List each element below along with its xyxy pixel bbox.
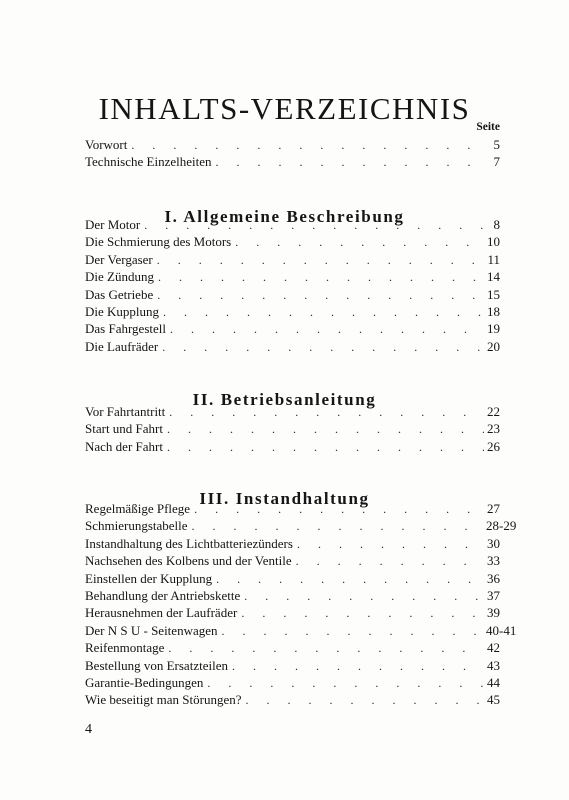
leader-dots — [216, 571, 484, 588]
leader-dots — [232, 658, 484, 675]
leader-dots — [296, 553, 484, 570]
leader-dots — [246, 692, 484, 709]
leader-dots — [131, 137, 484, 154]
toc-entry — [85, 403, 500, 420]
toc-entry-label: Vorwort — [85, 137, 128, 152]
toc-entry-page: 15 — [487, 286, 500, 302]
toc-entry-page: 5 — [493, 137, 500, 152]
leader-dots — [235, 234, 484, 251]
toc-entry-label: Bestellung von Ersatzteilen — [85, 657, 228, 673]
leader-dots — [244, 588, 484, 605]
section-list-3 — [85, 500, 517, 709]
toc-entry-page: 20 — [487, 338, 500, 354]
toc-entry-label: Die Kupplung — [85, 303, 160, 319]
toc-entry — [85, 570, 500, 587]
leader-dots — [158, 269, 484, 286]
leader-dots — [162, 339, 484, 356]
toc-entry-page: 28-29 — [486, 518, 517, 534]
leader-dots — [216, 154, 484, 171]
section-heading-3: III. Instandhaltung — [199, 489, 370, 509]
toc-entry — [85, 303, 500, 320]
toc-entry — [85, 622, 517, 639]
toc-entry-label: Die Laufräder — [85, 338, 159, 354]
toc-entry-label: Vor Fahrtantritt — [85, 404, 166, 419]
toc-entry-page: 10 — [487, 234, 500, 250]
toc-entry-label: Behandlung der Antriebskette — [85, 587, 241, 603]
toc-entry-label: Start und Fahrt — [85, 421, 163, 437]
toc-entry — [85, 420, 500, 437]
page-column-label: Seite — [476, 121, 500, 133]
leader-dots — [194, 501, 484, 518]
leader-dots — [169, 404, 484, 421]
section-list-1 — [85, 216, 500, 355]
toc-entry-page: 18 — [487, 303, 500, 319]
toc-entry — [85, 438, 500, 455]
toc-entry — [85, 657, 500, 674]
intro-list — [85, 136, 500, 171]
toc-entry-label: Herausnehmen der Laufräder — [85, 605, 238, 621]
toc-entry-page: 37 — [487, 587, 500, 603]
section-heading-1: I. Allgemeine Beschreibung — [164, 207, 405, 227]
toc-entry — [85, 338, 500, 355]
toc-entry — [85, 251, 500, 268]
toc-entry — [85, 233, 500, 250]
toc-entry-page: 7 — [493, 154, 500, 170]
leader-dots — [144, 217, 484, 234]
toc-entry-label: Wie beseitigt man Störungen? — [85, 692, 242, 708]
leader-dots — [297, 536, 484, 553]
toc-entry-page: 45 — [487, 692, 500, 708]
leader-dots — [207, 675, 484, 692]
toc-entry-label: Der Motor — [85, 217, 141, 232]
toc-entry-page: 40-41 — [486, 622, 517, 638]
toc-entry-page: 42 — [487, 640, 500, 656]
toc-entry-page: 43 — [487, 657, 500, 673]
toc-entry-page: 44 — [487, 674, 500, 690]
toc-entry — [85, 320, 500, 337]
toc-entry-page: 39 — [487, 605, 500, 621]
toc-entry — [85, 587, 500, 604]
toc-entry-label: Einstellen der Kupplung — [85, 570, 213, 586]
toc-entry — [85, 674, 500, 691]
toc-entry-label: Schmierungstabelle — [85, 518, 188, 534]
toc-entry-page: 36 — [487, 570, 500, 586]
toc-entry-page: 30 — [487, 535, 500, 551]
toc-entry — [85, 691, 500, 708]
leader-dots — [241, 605, 484, 622]
toc-entry-label: Der N S U - Seitenwagen — [85, 622, 218, 638]
toc-entry-page: 26 — [487, 438, 500, 454]
toc-entry — [85, 517, 517, 534]
toc-entry — [85, 535, 500, 552]
toc-entry-label: Das Fahrgestell — [85, 321, 166, 337]
toc-entry-label: Der Vergaser — [85, 251, 153, 267]
toc-entry — [85, 639, 500, 656]
toc-entry-label: Das Getriebe — [85, 286, 154, 302]
toc-entry-page: 22 — [487, 404, 500, 419]
toc-entry-page: 27 — [487, 501, 500, 516]
toc-entry-page: 19 — [487, 321, 500, 337]
toc-entry — [85, 153, 500, 170]
toc-entry-label: Instandhaltung des Lichtbatteriezünders — [85, 535, 293, 551]
leader-dots — [192, 518, 484, 535]
toc-entry-label: Die Zündung — [85, 269, 154, 285]
toc-entry-label: Regelmäßige Pflege — [85, 501, 191, 516]
toc-entry — [85, 604, 500, 621]
toc-entry-page: 33 — [487, 553, 500, 569]
toc-entry-page: 8 — [493, 217, 500, 232]
leader-dots — [222, 623, 485, 640]
toc-entry — [85, 500, 500, 517]
leader-dots — [167, 421, 484, 438]
toc-entry — [85, 136, 500, 153]
toc-entry-label: Technische Einzelheiten — [85, 154, 212, 170]
section-heading-2: II. Betriebsanleitung — [192, 390, 377, 410]
page-title: INHALTS-VERZEICHNIS — [98, 90, 471, 126]
leader-dots — [157, 287, 484, 304]
toc-entry — [85, 552, 500, 569]
toc-entry — [85, 286, 500, 303]
toc-entry — [85, 216, 500, 233]
toc-entry-label: Die Schmierung des Motors — [85, 234, 232, 250]
toc-entry-label: Nachsehen des Kolbens und der Ventile — [85, 553, 292, 569]
leader-dots — [167, 439, 484, 456]
toc-entry-label: Garantie-Bedingungen — [85, 674, 204, 690]
toc-entry-label: Nach der Fahrt — [85, 438, 163, 454]
toc-entry-page: 11 — [487, 251, 500, 267]
toc-entry-page: 23 — [487, 421, 500, 437]
page-number: 4 — [85, 722, 92, 737]
leader-dots — [163, 304, 484, 321]
section-list-2 — [85, 403, 500, 455]
leader-dots — [168, 640, 484, 657]
toc-entry — [85, 268, 500, 285]
toc-entry-label: Reifenmontage — [85, 640, 165, 656]
leader-dots — [170, 321, 484, 338]
toc-entry-page: 14 — [487, 269, 500, 285]
leader-dots — [157, 252, 484, 269]
